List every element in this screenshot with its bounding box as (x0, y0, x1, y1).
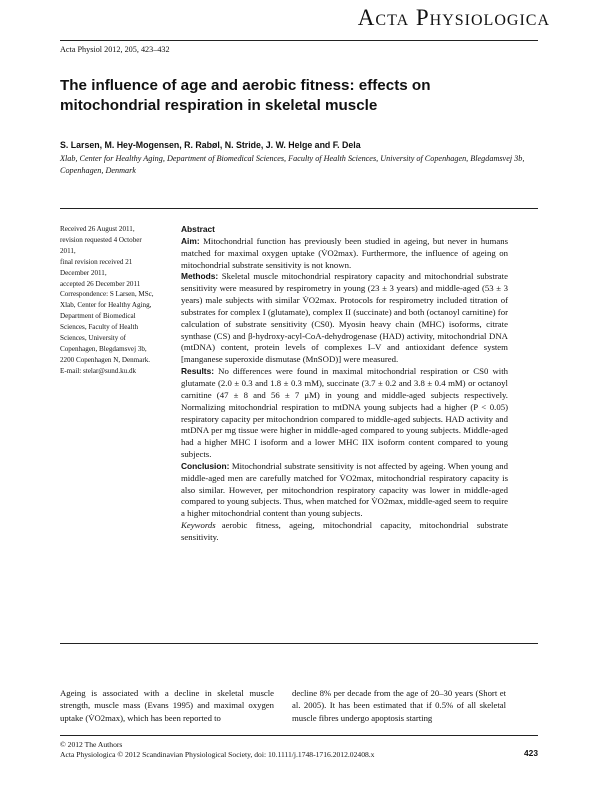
aim-text: Mitochondrial function has previously been studied in ageing, but never in humans matched for maximal oxygen uptake (V̇O2max). Furthermore, the influence of ageing on mitochondrial substrate sensitivity is not known. (181, 235, 508, 270)
conclusion-text: Mitochondrial substrate sensitivity is not affected by ageing. When young and middle-aged men are carefully matched for V̇O2max, mitochondrial respiratory capacity is also similar. However, per mitochondrion respiratory capacity was lower in middle-aged compared to young subjects. Thus, when matched for V̇O2max, middle-aged seem to require a higher mitochondrial content than young subjects. (181, 460, 509, 519)
abstract (181, 224, 508, 544)
affiliation: Xlab, Center for Healthy Aging, Department of Biomedical Sciences, Faculty of Health Sciences, University of Copenhagen, Blegdamsvej 3b, Copenhagen, Denmark (60, 154, 525, 176)
header-rule (60, 40, 538, 41)
correspondence: Correspondence: S Larsen, MSc, Xlab, Center for Healthy Aging, Department of Biomedical Sciences, Faculty of Health Sciences, University of Copenhagen, Blegdamsvej 3b, 2200 Copenhagen N, Denmark. (60, 290, 154, 364)
body-column-right: decline 8% per decade from the age of 20–30 years (Short et al. 2005). It has been estimated that if 0.5% of all skeletal muscle fibres undergo apoptosis starting (292, 688, 506, 723)
abstract-heading: Abstract (181, 224, 215, 234)
footer-doi: Acta Physiologica © 2012 Scandinavian Physiological Society, doi: 10.1111/j.1748-1716.2012.02408.x (60, 750, 375, 759)
email-link[interactable]: E-mail: stelar@sund.ku.dk (60, 366, 137, 375)
final-revision-date: final revision received 21 December 2011, (60, 257, 133, 277)
keywords-text: aerobic fitness, ageing, mitochondrial capacity, mitochondrial substrate sensitivity. (181, 520, 508, 542)
footer-copyright: © 2012 The Authors (60, 740, 123, 749)
section-rule (60, 208, 538, 209)
citation: Acta Physiol 2012, 205, 423–432 (60, 45, 170, 54)
received-date: Received 26 August 2011, (60, 225, 135, 233)
article-history (60, 224, 158, 377)
revision-requested-date: revision requested 4 October 2011, (60, 235, 142, 255)
methods-text: Skeletal muscle mitochondrial respiratory capacity and mitochondrial substrate sensitivity were measured by respirometry in young (23 ± 3 years) and middle-aged (53 ± 3 years) male subjects with similar V̇O2max. Protocols for respirometry included titration of substrates for complex I (glutamate), complex II (succinate) and both (octanoyl carnitine) for calculation of substrate sensitivity (CS0). Myosin heavy chain (MHC) isoforms, citrate synthase (CS) and β-hydroxy-acyl-CoA-dehydrogenase (HAD) activity, mitochondrial DNA (mtDNA) content, protein levels of complexes I–V and antioxidant defence system [manganese superoxide dismutase (MnSOD)] were measured. (181, 271, 508, 365)
page-number: 423 (524, 748, 538, 758)
results-text: No differences were found in maximal mitochondrial respiration or CS0 with glutamate (2.0 ± 0.3 and 1.8 ± 0.3 mM), succinate (3.7 ± 0.2 and 3.8 ± 0.4 mM) or octanoyl carnitine (47 ± 8 and 56 ± 7 μM) in young and middle-aged subjects respectively. Normalizing mitochondrial respiration to mtDNA young subjects had a higher (P < 0.05) respiratory capacity per mitochondrion compared to middle-aged subjects. HAD activity and mtDNA per mg tissue were higher in middle-aged compared to young subjects. Middle-aged had a higher MHC I isoform and a lower MHC IIX isoform content compared to young subjects. (181, 366, 508, 460)
article-title: The influence of age and aerobic fitness: effects on mitochondrial respiration in skeletal muscle (60, 77, 431, 114)
abstract-rule (60, 643, 538, 644)
methods-label: Methods: (181, 271, 219, 282)
author-list: S. Larsen, M. Hey-Mogensen, R. Rabøl, N. Stride, J. W. Helge and F. Dela (60, 140, 361, 150)
journal-name: Acta Physiologica (357, 5, 550, 30)
aim-label: Aim: (181, 235, 200, 246)
footer-rule (60, 735, 538, 736)
keywords-label: Keywords (181, 520, 216, 531)
results-label: Results: (181, 366, 215, 377)
body-column-left: Ageing is associated with a decline in skeletal muscle strength, muscle mass (Evans 1995) and maximal oxygen uptake (V̇O2max), which has been reported to (60, 688, 274, 723)
accepted-date: accepted 26 December 2011 (60, 279, 141, 288)
conclusion-label: Conclusion: (181, 460, 230, 471)
